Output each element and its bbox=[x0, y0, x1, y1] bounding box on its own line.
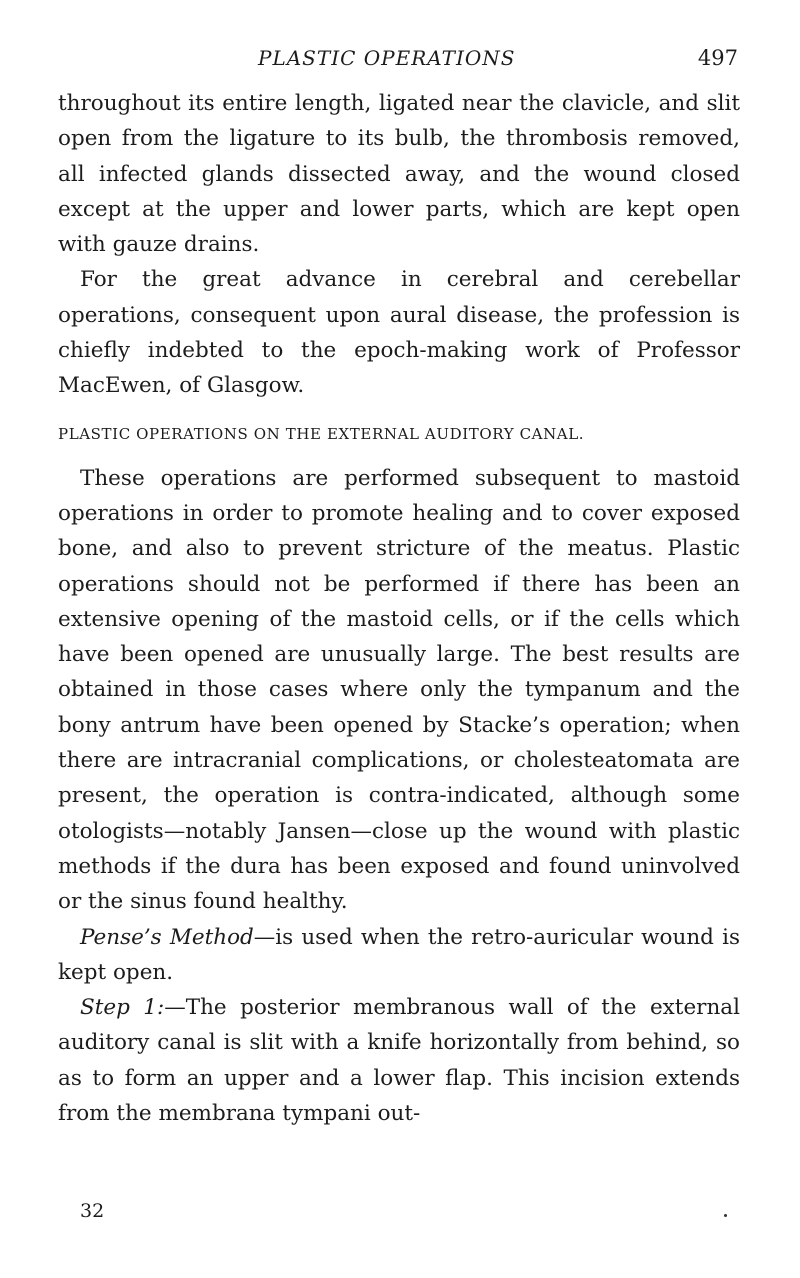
paragraph-continuation: throughout its entire length, ligated near the clavicle, and slit open from the ligature to its bulb, the thrombosis removed, all infected glands dissected away, and the wound closed except at the upper and lower parts, which are kept open with gauze drains. bbox=[58, 91, 740, 258]
pense-method-label: Pense’s Method bbox=[80, 924, 254, 950]
running-head bbox=[58, 46, 740, 78]
print-speck bbox=[724, 1214, 727, 1217]
step-1-label: Step 1: bbox=[80, 995, 165, 1021]
pense-method-text: —is used when the retro-auricular wound is kept open. bbox=[58, 924, 740, 985]
step-1-text: —The posterior membranous wall of the external auditory canal is slit with a knife horizontally from behind, so as to form an upper and a lower flap. This incision extends from the membrana tympani out- bbox=[58, 995, 740, 1127]
paragraph-plastic-operations: These operations are performed subsequent to mastoid operations in order to promote healing and to cover exposed bone, and also to prevent stricture of the meatus. Plastic operations should not be performed if there has been an extensive opening of the mastoid cells, or if the cells which have been opened are unusually large. The best results are obtained in those cases where only the tympanum and the bony antrum have been opened by Stacke’s operation; when there are intracranial complications, or cholesteatomata are present, the operation is contra-indicated, although some otologists—notably Jansen—close up the wound with plastic methods if the dura has been exposed and found uninvolved or the sinus found healthy. bbox=[58, 465, 740, 915]
signature-mark: 32 bbox=[80, 1200, 105, 1222]
paragraph-step-1 bbox=[58, 990, 740, 1131]
section-heading: PLASTIC OPERATIONS ON THE EXTERNAL AUDITORY CANAL. bbox=[58, 424, 585, 443]
body-text bbox=[58, 86, 740, 1131]
book-page bbox=[58, 0, 740, 1278]
page-number: 497 bbox=[697, 46, 738, 70]
paragraph-macewen: For the great advance in cerebral and cerebellar operations, consequent upon aural disease, the profession is chiefly indebted to the epoch-making work of Professor MacEwen, of Glasgow. bbox=[58, 267, 740, 399]
running-title: PLASTIC OPERATIONS bbox=[258, 46, 516, 70]
paragraph-pense-method bbox=[58, 920, 740, 991]
